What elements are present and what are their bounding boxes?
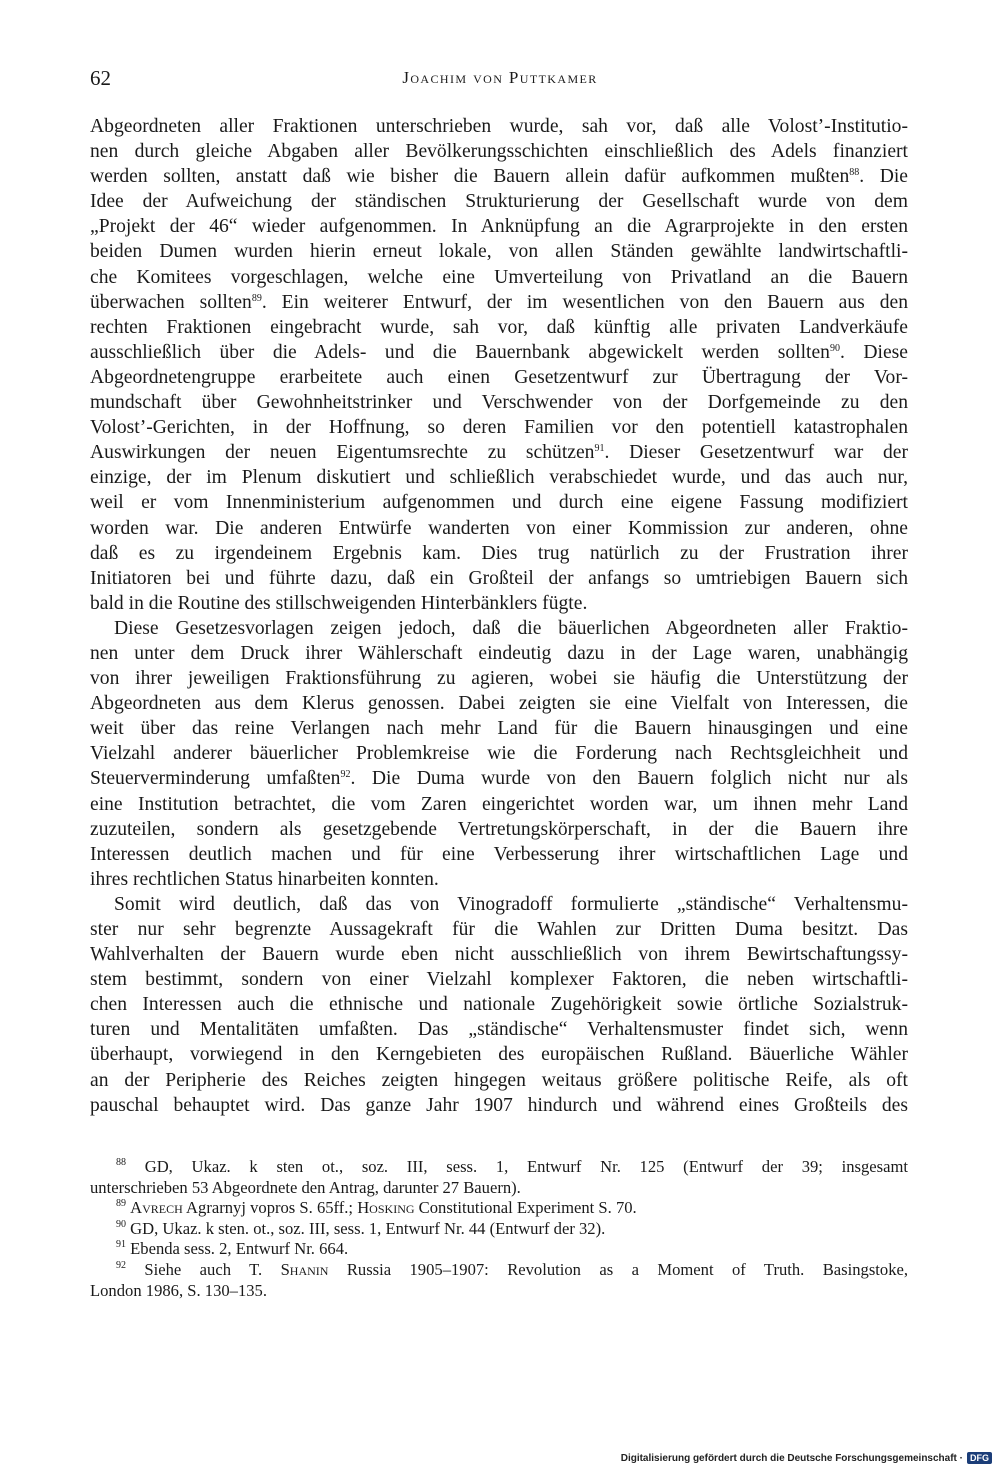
text-line: Interessen deutlich machen und für eine Verbesserung ihrer wirtschaftlichen Lage und <box>90 843 908 865</box>
banner-text: Digitalisierung gefördert durch die Deutsche Forschungsgemeinschaft · <box>620 1452 963 1464</box>
text-line: bald in die Routine des stillschweigenden Hinterbänklers fügte. <box>90 592 588 614</box>
text-line: ster nur sehr begrenzte Aussagekraft für die Wahlen zur Dritten Duma besitzt. Das <box>90 919 908 940</box>
footnote-ref: 88 <box>849 167 860 179</box>
text-line <box>90 164 908 189</box>
text-line: stem bestimmt, sondern von einer Vielzahl komplexer Faktoren, die neben wirtschaftli- <box>90 969 908 991</box>
author-name: Shanin <box>280 1259 329 1279</box>
footnote-text: GD, Ukaz. k sten. ot., soz. III, sess. 1, Entwurf Nr. 44 (Entwurf der 32). <box>130 1218 606 1238</box>
text-line: rechten Fraktionen eingebracht wurde, sah vor, daß künftig alle privaten Landverkäufe <box>90 316 908 338</box>
footnote-text: Ebenda sess. 2, Entwurf Nr. 664. <box>130 1239 349 1259</box>
text-line: Diese Gesetzesvorlagen zeigen jedoch, daß die bäuerlichen Abgeordneten aller Fraktio- <box>114 617 908 639</box>
text-line <box>90 340 908 365</box>
text-line: ihres rechtlichen Status hinarbeiten konnten. <box>90 868 439 890</box>
text-line: nen durch gleiche Abgaben aller Bevölkerungsschichten einschließlich des Adels finanziert <box>90 141 908 163</box>
footnote-text: GD, Ukaz. k sten ot., soz. III, sess. 1, Entwurf Nr. 125 (Entwurf der 39; insgesamt <box>144 1157 908 1176</box>
text-line: an der Peripherie des Reiches zeigten hingegen weitaus größere politische Reife, als oft <box>90 1069 908 1091</box>
text-line: mundschaft über Gewohnheitstrinker und Verschwender von der Dorfgemeinde zu den <box>90 392 908 414</box>
text-segment: werden sollten, anstatt daß wie bisher die Bauern allein dafür aufkommen mußten <box>90 166 850 188</box>
text-line: zuzuteilen, sondern als gesetzgebende Vertretungskörperschaft, in der die Bauern ihre <box>90 818 908 840</box>
footnote-number: 90 <box>116 1218 126 1230</box>
text-line: worden war. Die anderen Entwürfe wanderten von einer Kommission zur anderen, ohne <box>90 517 908 539</box>
footnote-ref: 90 <box>829 342 840 354</box>
footnotes <box>90 1157 908 1301</box>
running-head: Joachim von Puttkamer <box>402 68 598 87</box>
text-line: eine Institution betrachtet, die vom Zaren eingerichtet worden war, um ihnen mehr Land <box>90 793 908 815</box>
text-line: pauschal behauptet wird. Das ganze Jahr 1907 hindurch und während eines Großteils des <box>90 1094 908 1116</box>
footnote-92-cont: London 1986, S. 130–135. <box>90 1280 268 1300</box>
footnote-text: Agrarnyj vopros S. 65ff.; <box>182 1198 358 1218</box>
text-line: „Projekt der 46“ wieder aufgenommen. In Anknüpfung an die Agrarprojekte in den ersten <box>90 216 908 238</box>
text-line: weil er vom Innenministerium aufgenommen und durch eine eigene Fassung modifiziert <box>90 492 908 514</box>
text-line <box>90 290 908 315</box>
body-text <box>90 114 908 1118</box>
digitization-banner <box>621 1452 992 1464</box>
footnote-89 <box>90 1198 908 1219</box>
text-line: weit über das reine Verlangen nach mehr Land für die Bauern hinausgingen und eine <box>90 718 908 740</box>
text-line: Abgeordneten aller Fraktionen unterschrieben wurde, sah vor, daß alle Volost’-Institutio- <box>90 116 908 137</box>
text-segment: Steuerverminderung umfaßten <box>90 768 341 790</box>
text-line: Idee der Aufweichung der ständischen Strukturierung der Gesellschaft wurde von dem <box>90 191 908 213</box>
footnote-92 <box>90 1260 908 1281</box>
footnote-text: Russia 1905–1907: Revolution as a Moment of Truth. Basingstoke, <box>328 1259 908 1279</box>
footnote-ref: 92 <box>340 769 351 781</box>
text-line: che Komitees vorgeschlagen, welche eine Umverteilung von Privatland an die Bauern <box>90 266 908 288</box>
text-line: beiden Dumen wurden hierin erneut lokale, von allen Ständen gewählte landwirtschaftli- <box>90 241 908 263</box>
dfg-logo-icon: DFG <box>967 1452 992 1464</box>
text-line <box>90 440 908 465</box>
footnote-number: 92 <box>116 1259 126 1271</box>
text-line: Volost’-Gerichten, in der Hoffnung, so deren Familien vor den potentiell katastrophalen <box>90 417 908 439</box>
text-segment: ausschließlich über die Adels- und die Bauernbank abgewickelt werden sollten <box>90 341 830 363</box>
author-name: Avrech <box>130 1198 183 1218</box>
text-segment: . Die <box>859 166 908 188</box>
text-segment: Auswirkungen der neuen Eigentumsrechte zu schützen <box>90 442 595 464</box>
page-number: 62 <box>90 66 111 90</box>
text-segment: . Diese <box>839 341 908 363</box>
author-name: Hosking <box>357 1198 415 1218</box>
text-line: Abgeordneten aus dem Klerus genossen. Dabei zeigten sie eine Vielfalt von Interessen, die <box>90 693 908 715</box>
footnote-91 <box>90 1239 908 1260</box>
text-line: Wahlverhalten der Bauern wurde eben nicht ausschließlich von ihrem Bewirtschaftungssy- <box>90 944 908 966</box>
text-line: Vielzahl anderer bäuerlicher Problemkreise wie die Forderung nach Rechtsgleichheit und <box>90 743 908 765</box>
footnote-90 <box>90 1219 908 1240</box>
text-line: von ihrer jeweiligen Fraktionsführung zu agieren, wobei sie häufig die Unterstützung der <box>90 668 908 690</box>
text-line: einzige, der im Plenum diskutiert und schließlich verabschiedet wurde, und das auch nur, <box>90 467 908 489</box>
text-line: turen und Mentalitäten umfaßten. Das „ständische“ Verhaltensmuster findet sich, wenn <box>90 1019 908 1041</box>
text-line: nen unter dem Druck ihrer Wählerschaft eindeutig dazu in der Lage waren, unabhängig <box>90 642 908 664</box>
footnote-number: 91 <box>116 1239 126 1251</box>
text-line: überhaupt, vorwiegend in den Kerngebieten des europäischen Rußland. Bäuerliche Wähler <box>90 1044 908 1066</box>
text-line: Somit wird deutlich, daß das von Vinogradoff formulierte „ständische“ Verhaltensmu- <box>114 893 908 915</box>
footnote-88 <box>90 1157 908 1178</box>
footnote-number: 88 <box>116 1157 126 1168</box>
text-line: Abgeordnetengruppe erarbeitete auch einen Gesetzentwurf zur Übertragung der Vor- <box>90 366 908 388</box>
text-line: chen Interessen auch die ethnische und nationale Zugehörigkeit sowie örtliche Sozialstruk- <box>90 994 908 1016</box>
text-segment: überwachen sollten <box>90 291 252 313</box>
text-segment: . Dieser Gesetzentwurf war der <box>604 442 909 464</box>
text-segment: . Die Duma wurde von den Bauern folglich nicht nur als <box>350 768 908 790</box>
footnote-text: Siehe auch T. <box>144 1259 281 1279</box>
footnote-88-cont: unterschrieben 53 Abgeordnete den Antrag, darunter 27 Bauern). <box>90 1177 521 1197</box>
text-line: daß es zu irgendeinem Ergebnis kam. Dies trug natürlich zu der Frustration ihrer <box>90 542 908 564</box>
footnote-ref: 91 <box>594 443 605 455</box>
footnote-number: 89 <box>116 1198 126 1210</box>
text-line <box>90 766 908 791</box>
text-segment: . Ein weiterer Entwurf, der im wesentlichen von den Bauern aus den <box>261 291 909 313</box>
text-line: Initiatoren bei und führte dazu, daß ein Großteil der anfangs so umtriebigen Bauern sich <box>90 567 908 589</box>
footnote-text: Constitutional Experiment S. 70. <box>414 1198 637 1218</box>
footnote-ref: 89 <box>251 292 262 304</box>
